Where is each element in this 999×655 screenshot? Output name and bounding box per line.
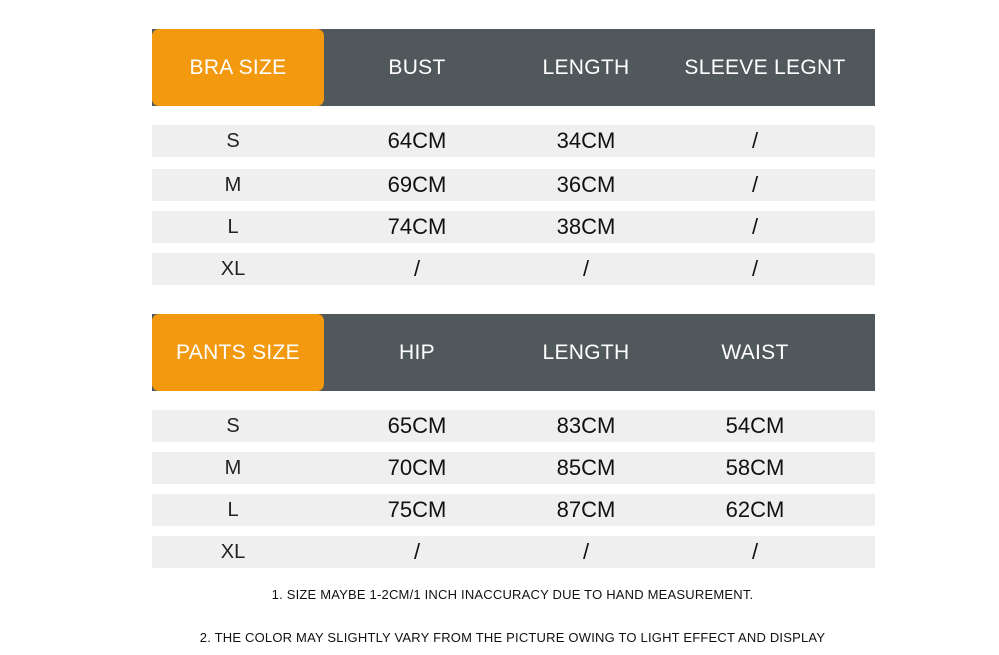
size-cell: S	[226, 129, 240, 152]
size-cell: XL	[220, 257, 246, 280]
size-cell: M	[224, 173, 242, 196]
bust-cell: 74CM	[387, 214, 447, 239]
size-cell: S	[226, 414, 240, 437]
length-cell: 38CM	[556, 214, 616, 239]
table-row	[152, 536, 875, 568]
size-cell: L	[227, 215, 239, 238]
color-note: 2. THE COLOR MAY SLIGHTLY VARY FROM THE PICTURE OWING TO LIGHT EFFECT AND DISPLAY	[199, 630, 826, 645]
measurement-note: 1. SIZE MAYBE 1-2CM/1 INCH INACCURACY DUE TO HAND MEASUREMENT.	[271, 587, 754, 602]
bra-size-label: BRA SIZE	[152, 29, 324, 106]
length-cell: 83CM	[556, 413, 616, 438]
bra-table-header	[152, 29, 875, 106]
sleeve-length-cell: /	[751, 256, 759, 281]
hip-cell: /	[413, 539, 421, 564]
hip-cell: 65CM	[387, 413, 447, 438]
waist-cell: 54CM	[725, 413, 785, 438]
sleeve-length-cell: /	[751, 214, 759, 239]
table-row	[152, 211, 875, 243]
table-row	[152, 169, 875, 201]
length-cell: /	[582, 539, 590, 564]
waist-cell: 62CM	[725, 497, 785, 522]
table-row	[152, 253, 875, 285]
size-cell: M	[224, 456, 242, 479]
table-row	[152, 452, 875, 484]
sleeve-length-cell: /	[751, 172, 759, 197]
bust-cell: 69CM	[387, 172, 447, 197]
table-row	[152, 125, 875, 157]
table-row	[152, 410, 875, 442]
length-cell: 87CM	[556, 497, 616, 522]
pants-size-table	[152, 314, 875, 569]
size-cell: L	[227, 498, 239, 521]
length-column-header: LENGTH	[542, 55, 630, 79]
pants-table-header	[152, 314, 875, 391]
bust-column-header: BUST	[388, 55, 446, 79]
sleeve-length-column-header: SLEEVE LEGNT	[684, 55, 846, 79]
bust-cell: 64CM	[387, 128, 447, 153]
length-cell: /	[582, 256, 590, 281]
waist-cell: /	[751, 539, 759, 564]
hip-column-header: HIP	[399, 340, 435, 364]
length-column-header: LENGTH	[542, 340, 630, 364]
bra-size-table	[152, 29, 875, 285]
table-row	[152, 494, 875, 526]
waist-column-header: WAIST	[721, 340, 789, 364]
pants-size-label: PANTS SIZE	[152, 314, 324, 391]
length-cell: 36CM	[556, 172, 616, 197]
length-cell: 34CM	[556, 128, 616, 153]
bust-cell: /	[413, 256, 421, 281]
hip-cell: 75CM	[387, 497, 447, 522]
hip-cell: 70CM	[387, 455, 447, 480]
sleeve-length-cell: /	[751, 128, 759, 153]
length-cell: 85CM	[556, 455, 616, 480]
waist-cell: 58CM	[725, 455, 785, 480]
size-cell: XL	[220, 540, 246, 563]
